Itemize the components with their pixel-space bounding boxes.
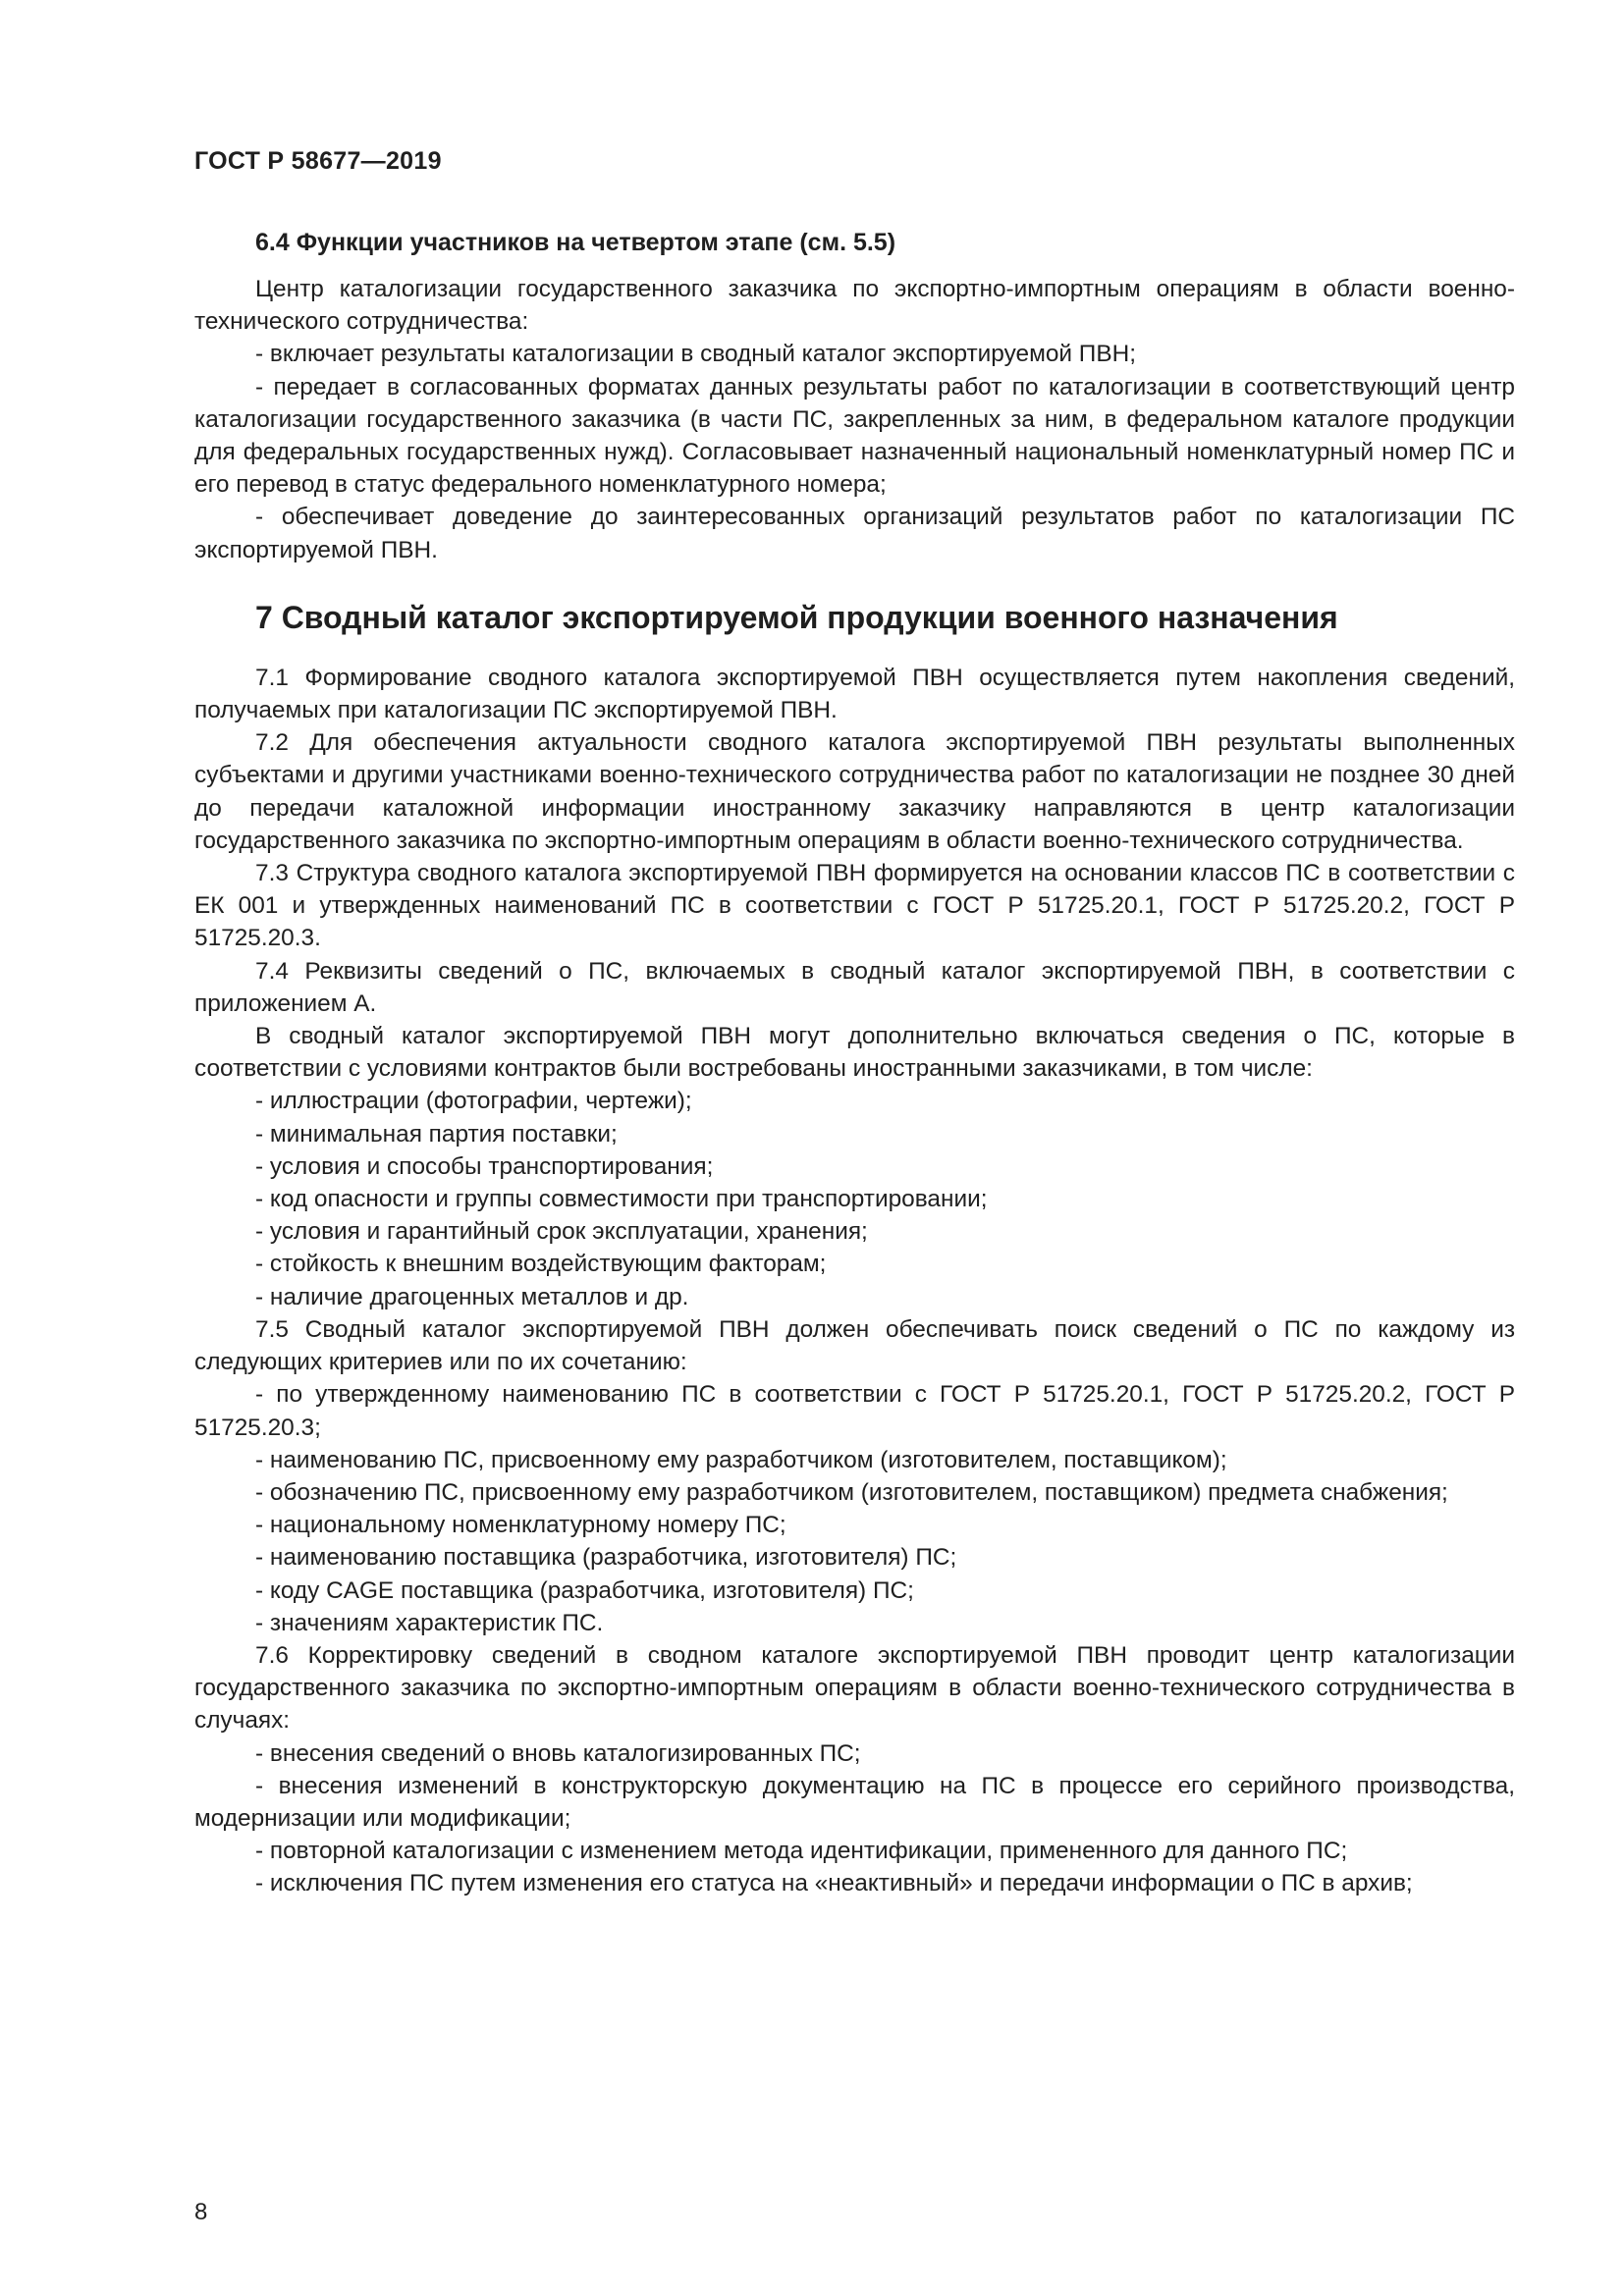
document-page xyxy=(194,147,1515,1900)
clause-7-4: 7.4 Реквизиты сведений о ПС, включаемых в сводный каталог экспортируемой ПВН, в соответствии с приложением А. xyxy=(194,957,1515,1017)
list-item: - условия и способы транспортирования; xyxy=(255,1152,714,1180)
section-6-4-list-item: - включает результаты каталогизации в сводный каталог экспортируемой ПВН; xyxy=(255,341,1136,368)
list-item: - повторной каталогизации с изменением метода идентификации, примененного для данного ПС; xyxy=(255,1838,1348,1865)
list-item: - внесения изменений в конструкторскую документацию на ПС в процессе его серийного производства, модернизации или модификации; xyxy=(194,1772,1515,1832)
section-7-paragraph: В сводный каталог экспортируемой ПВН могут дополнительно включаться сведения о ПС, которые в соответствии с условиями контрактов были востребованы иностранными заказчиками, в том числе: xyxy=(194,1023,1515,1083)
list-item: - национальному номенклатурному номеру ПС; xyxy=(255,1512,786,1539)
clause-7-6: 7.6 Корректировку сведений в сводном каталоге экспортируемой ПВН проводит центр каталогизации государственного заказчика по экспортно-импортным операциям в области военно-технического сотрудничества в случаях: xyxy=(194,1641,1515,1735)
list-item: - обозначению ПС, присвоенному ему разработчиком (изготовителем, поставщиком) предмета снабжения; xyxy=(255,1478,1448,1506)
list-item: - минимальная партия поставки; xyxy=(255,1120,618,1148)
list-item: - внесения сведений о вновь каталогизированных ПС; xyxy=(255,1739,861,1767)
section-6-4-list-item: - обеспечивает доведение до заинтересованных организаций результатов работ по каталогизации ПС экспортируемой ПВН. xyxy=(194,504,1515,563)
list-item: - стойкость к внешним воздействующим факторам; xyxy=(255,1251,827,1278)
list-item: - код опасности и группы совместимости при транспортировании; xyxy=(255,1186,988,1213)
list-item: - коду CAGE поставщика (разработчика, изготовителя) ПС; xyxy=(255,1576,914,1604)
document-id-header: ГОСТ Р 58677—2019 xyxy=(194,147,442,175)
list-item: - значениям характеристик ПС. xyxy=(255,1609,604,1636)
section-6-4-paragraph: Центр каталогизации государственного заказчика по экспортно-импортным операциям в области военно-технического сотрудничества: xyxy=(194,276,1515,336)
list-item: - условия и гарантийный срок эксплуатации, хранения; xyxy=(255,1218,868,1246)
clause-7-3: 7.3 Структура сводного каталога экспортируемой ПВН формируется на основании классов ПС в соответствии с ЕК 001 и утвержденных наименований ПС в соответствии с ГОСТ Р 51725.20.1, ГОСТ Р 51725.20.2, ГОСТ Р 51725.20.3. xyxy=(194,860,1515,952)
list-item: - исключения ПС путем изменения его статуса на «неактивный» и передачи информации о ПС в архив; xyxy=(255,1870,1413,1897)
clause-7-2: 7.2 Для обеспечения актуальности сводного каталога экспортируемой ПВН результаты выполненных субъектами и другими участниками военно-технического сотрудничества работ по каталогизации не позднее 30 дней до передачи каталожной информации иностранному заказчику направляются в центр каталогизации государственного заказчика по экспортно-импортным операциям в области военно-технического сотрудничества. xyxy=(194,729,1515,854)
list-item: - по утвержденному наименованию ПС в соответствии с ГОСТ Р 51725.20.1, ГОСТ Р 51725.20.2, ГОСТ Р 51725.20.3; xyxy=(194,1381,1515,1441)
page-number: 8 xyxy=(194,2199,208,2225)
list-item: - иллюстрации (фотографии, чертежи); xyxy=(255,1088,692,1115)
list-item: - наименованию поставщика (разработчика, изготовителя) ПС; xyxy=(255,1544,957,1572)
section-7-heading: 7 Сводный каталог экспортируемой продукции военного назначения xyxy=(255,599,1338,635)
list-item: - наличие драгоценных металлов и др. xyxy=(255,1283,689,1310)
clause-7-5: 7.5 Сводный каталог экспортируемой ПВН должен обеспечивать поиск сведений о ПС по каждому из следующих критериев или по их сочетанию: xyxy=(194,1315,1515,1376)
clause-7-1: 7.1 Формирование сводного каталога экспортируемой ПВН осуществляется путем накопления сведений, получаемых при каталогизации ПС экспортируемой ПВН. xyxy=(194,664,1515,724)
subsection-6-4-heading: 6.4 Функции участников на четвертом этапе (см. 5.5) xyxy=(255,229,896,256)
section-6-4-list-item: - передает в согласованных форматах данных результаты работ по каталогизации в соответствующий центр каталогизации государственного заказчика (в части ПС, закрепленных за ним, в федеральном каталоге продукции для федеральных государственных нужд). Согласовывает назначенный национальный номенклатурный номер ПС и его перевод в статус федерального номенклатурного номера; xyxy=(194,373,1515,499)
list-item: - наименованию ПС, присвоенному ему разработчиком (изготовителем, поставщиком); xyxy=(255,1446,1227,1473)
